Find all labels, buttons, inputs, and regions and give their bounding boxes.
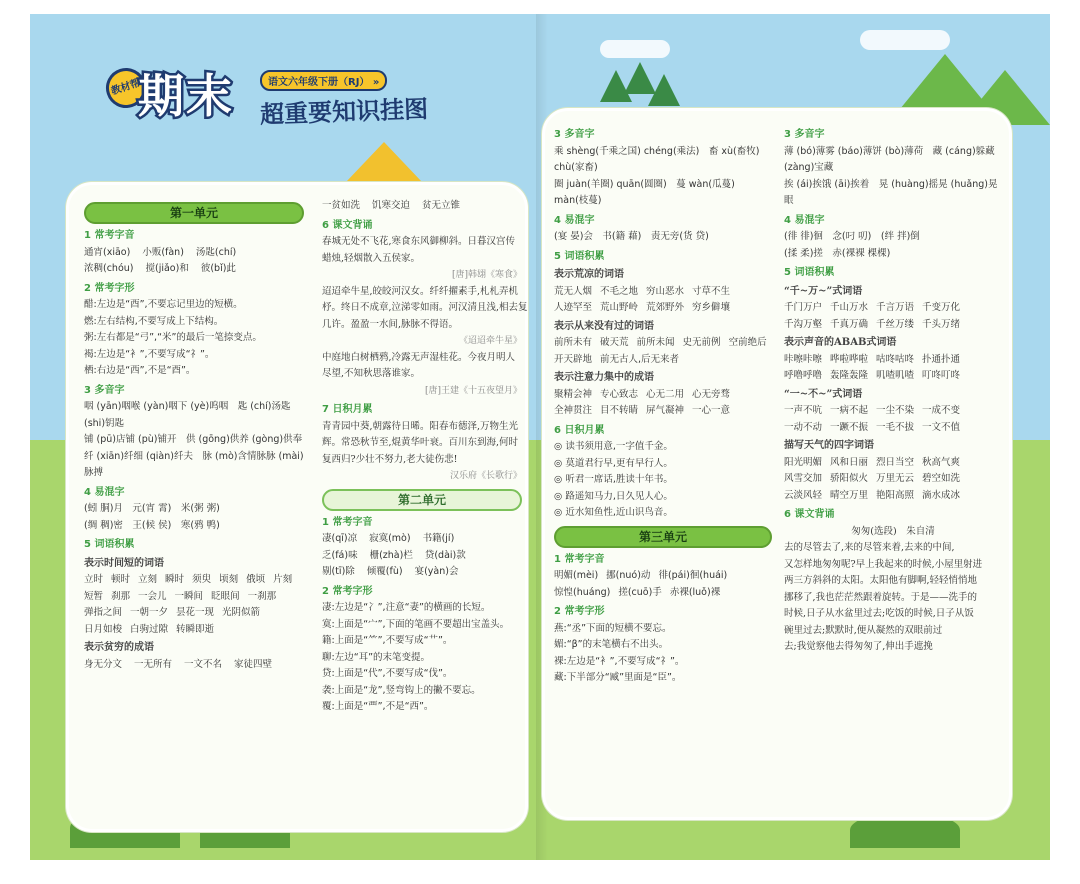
text-line: 辉。常恐秋节至,焜黄华叶衰。百川东到海,何时 bbox=[322, 437, 519, 448]
word-row: 惊惶(huáng) 搓(cuō)手 赤裸(luǒ)裸 bbox=[554, 586, 721, 598]
section-heading: 5 词语积累 bbox=[554, 250, 605, 262]
grade-tag bbox=[260, 70, 387, 91]
grade-text: 语文六年级下册（RJ） bbox=[268, 77, 370, 88]
section-heading: 6 课文背诵 bbox=[784, 509, 835, 520]
word-grid: 千门万户 千山万水 千言万语 千变万化 千沟万壑 千真万确 千丝万缕 千头万绪 bbox=[784, 302, 961, 330]
word-row: 身无分文 一无所有 一文不名 家徒四壁 bbox=[84, 658, 273, 670]
text-line: 又怎样地匆匆呢?早上我起来的时候,小屋里射进 bbox=[784, 558, 983, 570]
text-line: 乘 shèng(千乘之国) chéng(乘法) 畜 xù(畜牧) chù(家畜) bbox=[554, 145, 760, 173]
section-heading: 4 易混字 bbox=[84, 486, 125, 498]
text-line: 凄:左边是“冫”,注意“妻”的横画的长短。 bbox=[322, 602, 491, 613]
sub-heading: 表示注意力集中的成语 bbox=[554, 372, 654, 383]
text-line: 燃:左右结构,不要写成上下结构。 bbox=[84, 315, 224, 327]
cloud bbox=[860, 30, 950, 50]
word-row: 明媚(mèi) 挪(nuó)动 徘(pái)徊(huái) bbox=[554, 570, 728, 581]
text-line: 圈 juàn(羊圈) quān(圆圈) 蔓 wàn(瓜蔓) màn(枝蔓) bbox=[554, 178, 735, 206]
text-line: (绸 稠)密 王(候 侯) 寒(鸦 鸭) bbox=[84, 519, 220, 531]
section-heading: 2 常考字形 bbox=[554, 606, 605, 617]
unit1-header bbox=[84, 202, 304, 224]
text-line: 复西归?少壮不努力,老大徒伤悲! bbox=[322, 453, 458, 465]
section-heading: 7 日积月累 bbox=[322, 404, 373, 415]
word-grid: 立时 顿时 立刻 瞬时 须臾 顷刻 俄顷 片刻 短暂 刹那 一会儿 一瞬间 眨眼间 一刹那 弹指之间 一朝一夕 昙花一现 光阴似箭 日月如梭 白驹过隙 转瞬即逝 bbox=[84, 574, 293, 635]
text-line: 覆:上面是“覀”,不是“西”。 bbox=[322, 701, 434, 712]
word-grid: 聚精会神 专心致志 心无二用 心无旁骛 全神贯注 目不转睛 屏气凝神 一心一意 bbox=[554, 388, 731, 416]
text-line: 时候,日子从水盆里过去;吃饭的时候,日子从饭 bbox=[784, 608, 974, 619]
text-line: 纤 (xiān)纤细 (qiàn)纤夫 脉 (mò)含情脉脉 (mài)脉搏 bbox=[84, 450, 304, 478]
text-line: 尽望,不知秋思落谁家。 bbox=[322, 368, 421, 379]
text-line: 寞:上面是“宀”,下面的笔画不要超出宝盖头。 bbox=[322, 618, 510, 630]
section-heading: 1 常考字音 bbox=[554, 553, 605, 565]
column-unit1 bbox=[84, 198, 304, 673]
section-heading: 3 多音字 bbox=[554, 129, 595, 140]
text-line: 几许。盈盈一水间,脉脉不得语。 bbox=[322, 318, 459, 330]
word-grid: 一声不吭 一病不起 一尘不染 一成不变 一动不动 一蹶不振 一毛不拔 一文不值 bbox=[784, 405, 961, 433]
sub-heading: 表示时间短的词语 bbox=[84, 557, 164, 569]
section-heading: 3 多音字 bbox=[784, 129, 825, 140]
poem-title: 匆匆(选段) 朱自清 bbox=[851, 525, 935, 537]
text-line: 咽 (yān)咽喉 (yàn)咽下 (yè)呜咽 匙 (chí)汤匙 (shi)钥匙 bbox=[84, 401, 291, 429]
column-unit3-cont bbox=[784, 124, 1002, 656]
section-heading: 1 常考字音 bbox=[84, 230, 135, 241]
list-item: ◎ 近水知鱼性,近山识鸟音。 bbox=[554, 507, 673, 518]
word-row: 凄(qī)凉 寂寞(mò) 书籍(jí) bbox=[322, 533, 455, 544]
word-row: 一贫如洗 饥寒交迫 贫无立锥 bbox=[322, 200, 461, 211]
section-heading: 6 日积月累 bbox=[554, 424, 605, 436]
unit1-title: 第一单元 bbox=[169, 206, 219, 220]
section-heading: 1 常考字音 bbox=[322, 516, 373, 528]
sub-title: 超重要知识挂图 bbox=[259, 95, 429, 129]
text-line: 蜡烛,轻烟散入五侯家。 bbox=[322, 252, 421, 264]
text-line: 挪移了,我也茫茫然跟着旋转。于是——洗手的 bbox=[784, 591, 978, 603]
poster-title bbox=[100, 60, 500, 170]
unit2-title: 第二单元 bbox=[397, 492, 447, 507]
list-item: ◎ 路遥知马力,日久见人心。 bbox=[554, 490, 673, 502]
text-line: 粥:左右都是“弓”,“米”的最后一笔捺变点。 bbox=[84, 332, 262, 343]
text-line: 媚:“β”的末笔横右不出头。 bbox=[554, 639, 669, 650]
text-line: 籍:上面是“⺮”,不要写成“艹”。 bbox=[322, 635, 453, 646]
brand-badge: 教材帮 bbox=[101, 63, 151, 113]
word-row: 浓稠(chóu) 搅(jiǎo)和 彼(bǐ)此 bbox=[84, 263, 236, 274]
sub-heading: 表示声音的ABAB式词语 bbox=[784, 337, 897, 348]
unit3-header bbox=[554, 526, 772, 548]
text-line: (揉 柔)搓 赤(裸裸 棵棵) bbox=[784, 247, 891, 259]
text-line: (蚓 胴)月 元(宵 霄) 米(粥 粥) bbox=[84, 503, 220, 514]
section-heading: 3 多音字 bbox=[84, 384, 125, 396]
text-line: 褐:左边是“衤”,不要写成“礻”。 bbox=[84, 348, 215, 360]
word-grid: 前所未有 破天荒 前所未闻 史无前例 空前绝后 开天辟地 前无古人,后无来者 bbox=[554, 337, 767, 365]
text-line: (宴 晏)会 书(籍 藉) 责无旁(货 贷) bbox=[554, 231, 709, 242]
text-line: 杼。终日不成章,泣涕零如雨。河汉清且浅,相去复 bbox=[322, 302, 528, 313]
list-item: ◎ 听君一席话,胜读十年书。 bbox=[554, 474, 673, 485]
poem-source: [唐]韩翃《寒食》 bbox=[451, 270, 522, 280]
sub-heading: 表示荒凉的词语 bbox=[554, 269, 624, 280]
arrow-icon: » bbox=[372, 77, 380, 88]
text-line: 迢迢牵牛星,皎皎河汉女。纤纤擢素手,札札弄机 bbox=[322, 285, 519, 297]
text-line: 栖:右边是“西”,不是“酉”。 bbox=[84, 365, 196, 376]
text-line: 藏:下半部分“臧”里面是“臣”。 bbox=[554, 672, 682, 683]
sub-heading: 描写天气的四字词语 bbox=[784, 440, 874, 451]
text-line: 聊:左边“耳”的末笔变提。 bbox=[322, 651, 431, 663]
section-heading: 5 词语积累 bbox=[84, 539, 135, 550]
pine-tree-icon bbox=[648, 74, 680, 106]
word-row: 通宵(xiāo) 小贩(fàn) 汤匙(chí) bbox=[84, 246, 237, 258]
text-line: 薄 (bó)薄雾 (báo)薄饼 (bò)薄荷 藏 (cáng)躲藏 (zàng)宝藏 bbox=[784, 145, 995, 173]
text-line: 春城无处不飞花,寒食东风御柳斜。日暮汉宫传 bbox=[322, 236, 516, 247]
text-line: 贷:上面是“代”,不要写成“伐”。 bbox=[322, 668, 453, 679]
text-line: 燕:“丞”下面的短横不要忘。 bbox=[554, 622, 672, 634]
list-item: ◎ 莫道君行早,更有早行人。 bbox=[554, 457, 673, 469]
section-heading: 2 常考字形 bbox=[322, 585, 373, 597]
list-item: ◎ 读书须用意,一字值千金。 bbox=[554, 441, 673, 452]
sub-heading: “千~万~”式词语 bbox=[784, 285, 863, 297]
section-heading: 2 常考字形 bbox=[84, 282, 135, 294]
text-line: 袭:上面是“龙”,竖弯钩上的撇不要忘。 bbox=[322, 684, 481, 696]
section-heading: 4 易混字 bbox=[554, 214, 595, 226]
word-row: 乏(fá)味 栅(zhà)栏 贷(dài)款 bbox=[322, 549, 466, 561]
unit3-title: 第三单元 bbox=[638, 529, 688, 544]
text-line: 去;我觉察他去得匆匆了,伸出手遮挽 bbox=[784, 641, 933, 652]
column-unit1-cont bbox=[322, 198, 528, 716]
word-grid: 荒无人烟 不毛之地 穷山恶水 寸草不生 人迹罕至 荒山野岭 荒郊野外 穷乡僻壤 bbox=[554, 285, 731, 313]
text-line: 两三方斜斜的太阳。太阳他有脚啊,轻轻悄悄地 bbox=[784, 575, 978, 586]
word-grid: 阳光明媚 风和日丽 烈日当空 秋高气爽 风雪交加 骄阳似火 万里无云 碧空如洗 云淡风轻 晴空万里 艳阳高照 滴水成冰 bbox=[784, 456, 961, 501]
word-grid: 咔嚓咔嚓 哗啦哗啦 咕咚咕咚 扑通扑通 呼噜呼噜 轰隆轰隆 叽喳叽喳 叮咚叮咚 bbox=[784, 353, 961, 381]
text-line: 青青园中葵,朝露待日晞。阳春布德泽,万物生光 bbox=[322, 420, 519, 432]
sub-heading: 表示从来没有过的词语 bbox=[554, 320, 654, 332]
text-line: 醋:左边是“酉”,不要忘记里边的短横。 bbox=[84, 299, 243, 310]
poem-source: 汉乐府《长歌行》 bbox=[449, 471, 522, 481]
main-title: 期末 bbox=[138, 69, 234, 123]
sub-heading: “一~不~”式词语 bbox=[784, 388, 863, 400]
text-line: 碗里过去;默默时,便从凝然的双眼前过 bbox=[784, 624, 943, 636]
section-heading: 5 词语积累 bbox=[784, 267, 835, 278]
unit2-header bbox=[322, 489, 522, 511]
text-line: 裸:左边是“衤”,不要写成“礻”。 bbox=[554, 655, 685, 667]
text-line: 中庭地白树栖鸦,冷露无声湿桂花。今夜月明人 bbox=[322, 351, 516, 363]
cloud bbox=[600, 40, 670, 58]
text-line: 铺 (pū)店铺 (pù)铺开 供 (gōng)供养 (gòng)供奉 bbox=[84, 434, 303, 445]
sub-heading: 表示贫穷的成语 bbox=[84, 642, 154, 653]
column-unit2-cont bbox=[554, 124, 772, 687]
text-line: (徘 徘)徊 念(叼 叨) (绊 拌)倒 bbox=[784, 231, 920, 242]
text-line: 去的尽管去了,来的尽管来着,去来的中间, bbox=[784, 542, 955, 553]
section-heading: 6 课文背诵 bbox=[322, 219, 373, 231]
section-heading: 4 易混字 bbox=[784, 214, 825, 226]
text-line: 挨 (ái)挨饿 (āi)挨着 晃 (huàng)摇晃 (huǎng)晃眼 bbox=[784, 178, 998, 206]
poem-source: 《迢迢牵牛星》 bbox=[458, 336, 522, 346]
poem-source: [唐]王建《十五夜望月》 bbox=[424, 385, 522, 396]
word-row: 剔(tī)除 倾覆(fù) 宴(yàn)会 bbox=[322, 566, 459, 577]
